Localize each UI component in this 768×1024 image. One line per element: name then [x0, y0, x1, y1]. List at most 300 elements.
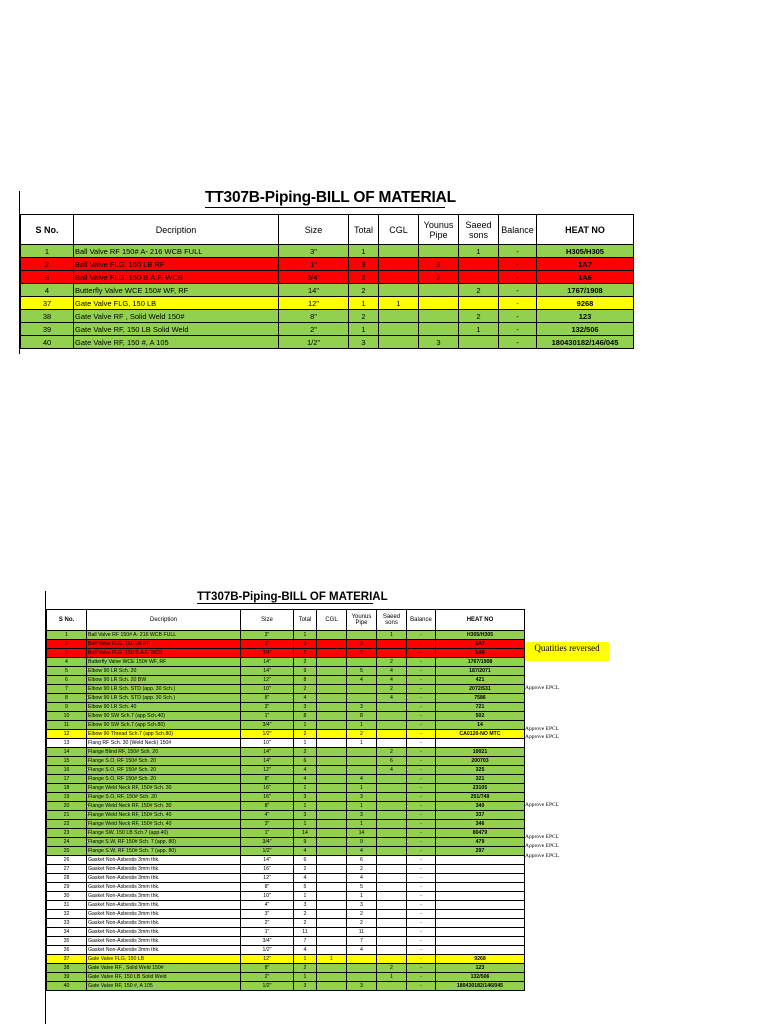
table-cell: 2 [294, 748, 317, 757]
table-cell: - [407, 685, 436, 694]
table-cell: 1" [241, 712, 294, 721]
table-cell: - [499, 258, 537, 271]
table-cell: 37 [47, 955, 87, 964]
table-cell [377, 892, 407, 901]
table-cell: 16" [241, 784, 294, 793]
table-cell: - [407, 901, 436, 910]
table-row [21, 310, 634, 323]
table-row [47, 802, 525, 811]
table-row [47, 874, 525, 883]
table-cell [436, 865, 525, 874]
table-cell: 38 [21, 310, 74, 323]
table-cell: 3 [347, 793, 377, 802]
table-cell [347, 631, 377, 640]
table-cell: 6 [294, 856, 317, 865]
table-row [21, 258, 634, 271]
table-cell [347, 766, 377, 775]
table-cell: 9 [294, 667, 317, 676]
table-row [47, 757, 525, 766]
table-cell: 3 [294, 811, 317, 820]
table-row [47, 955, 525, 964]
table-cell: 7586 [436, 694, 525, 703]
table-cell: 2 [349, 284, 379, 297]
table-cell: 3 [347, 703, 377, 712]
table-cell: 31 [47, 901, 87, 910]
column-header: HEAT NO [537, 215, 634, 245]
table-cell [436, 919, 525, 928]
table-row [47, 685, 525, 694]
table-cell: 3" [279, 245, 349, 258]
table-cell: 1/2" [241, 946, 294, 955]
table-cell: Gasket Non-Asbestis 3mm thk. [87, 874, 241, 883]
table-cell: 1 [347, 784, 377, 793]
table-cell [436, 892, 525, 901]
table-cell: 12" [241, 955, 294, 964]
column-header: Decription [74, 215, 279, 245]
table-cell [317, 892, 347, 901]
table-cell: 123 [436, 964, 525, 973]
table-cell: 1" [241, 928, 294, 937]
table-cell: Flange S.O, RF 150# Sch. 20 [87, 775, 241, 784]
table-cell [377, 838, 407, 847]
approve-note: Approve EPCL [525, 685, 560, 691]
table-row [47, 631, 525, 640]
table-cell [317, 730, 347, 739]
table-cell [317, 748, 347, 757]
table-row [47, 964, 525, 973]
table-cell: 4 [347, 946, 377, 955]
table-cell: 180430182/146/045 [436, 982, 525, 991]
table-cell: 25 [47, 847, 87, 856]
table-row [47, 856, 525, 865]
table-cell [377, 856, 407, 865]
table-row [47, 667, 525, 676]
table-cell: 11 [47, 721, 87, 730]
table-cell: 4" [241, 901, 294, 910]
table-cell [317, 883, 347, 892]
table-cell: - [407, 721, 436, 730]
table-cell: Ball Valve RF 150# A- 216 WCB FULL [74, 245, 279, 258]
column-header: Total [294, 610, 317, 631]
table-cell [347, 757, 377, 766]
table-cell: 2 [294, 910, 317, 919]
table-cell [317, 856, 347, 865]
table-cell: 6 [377, 757, 407, 766]
table-cell: 8" [241, 964, 294, 973]
column-header: Size [241, 610, 294, 631]
table-cell [419, 323, 459, 336]
table-cell: - [407, 883, 436, 892]
table-cell: 17 [47, 775, 87, 784]
table-cell: 40 [47, 982, 87, 991]
table-cell: 39 [47, 973, 87, 982]
table-cell: 2 [47, 640, 87, 649]
table-cell: 8 [47, 694, 87, 703]
table-cell: 3/4" [241, 937, 294, 946]
table-cell: 1" [279, 258, 349, 271]
table-cell: 325 [436, 766, 525, 775]
table-cell: - [407, 649, 436, 658]
table-cell: Elbow 90 LR Sch. STD (app. 30 Sch.) [87, 694, 241, 703]
table-cell: Gasket Non-Asbestis 3mm thk. [87, 856, 241, 865]
table-cell: 502 [436, 712, 525, 721]
table-cell: 24 [47, 838, 87, 847]
table-cell [377, 712, 407, 721]
table-cell: 1 [294, 802, 317, 811]
table-cell: 8" [241, 883, 294, 892]
table-cell [317, 775, 347, 784]
table-cell: 11 [347, 928, 377, 937]
table-cell: 22 [47, 820, 87, 829]
table-cell: Ball Valve FLG. 150 LB RF [87, 640, 241, 649]
table-cell [317, 685, 347, 694]
table-cell: - [407, 811, 436, 820]
table-cell: - [499, 297, 537, 310]
table-cell: Gasket Non-Asbestis 3mm thk. [87, 901, 241, 910]
table-cell [377, 847, 407, 856]
table-cell: Gasket Non-Asbestis 3mm thk. [87, 946, 241, 955]
table-cell: 340 [436, 802, 525, 811]
table-cell: 10" [241, 685, 294, 694]
table-cell: 32 [47, 910, 87, 919]
table-cell: 2 [294, 865, 317, 874]
table-cell: 1 [379, 297, 419, 310]
table-cell [347, 694, 377, 703]
table-cell: 8 [347, 712, 377, 721]
table-row [47, 712, 525, 721]
table-cell [377, 703, 407, 712]
table-cell: Gate Valve RF, 150 #, A 105 [87, 982, 241, 991]
table-cell: 1 [294, 631, 317, 640]
table-cell: 1 [294, 973, 317, 982]
table-cell: - [407, 748, 436, 757]
table-cell: 14" [241, 757, 294, 766]
table-cell [317, 964, 347, 973]
column-header: Younus Pipe [419, 215, 459, 245]
table-cell [377, 928, 407, 937]
table-cell [419, 297, 459, 310]
table-cell: 1 [347, 820, 377, 829]
table-cell: Butterfly Valve WCE 150# WF, RF [74, 284, 279, 297]
table-row [21, 297, 634, 310]
table-cell: 2 [347, 730, 377, 739]
table-cell [317, 928, 347, 937]
table-row [47, 973, 525, 982]
table-cell [317, 676, 347, 685]
table-cell [377, 829, 407, 838]
table-cell: 4 [294, 874, 317, 883]
table-cell [347, 964, 377, 973]
table-cell: 346 [436, 820, 525, 829]
table-cell: 2 [294, 730, 317, 739]
table-cell: 4 [377, 676, 407, 685]
table-cell [347, 685, 377, 694]
table-cell [379, 310, 419, 323]
table-cell: 2" [241, 919, 294, 928]
table-cell: 2 [377, 658, 407, 667]
table-cell: 7 [294, 937, 317, 946]
table-cell [377, 955, 407, 964]
table-cell: Flang RF Sch. 30 (Weld Neck) 150# [87, 739, 241, 748]
table-row [47, 793, 525, 802]
table-cell: 30 [47, 892, 87, 901]
table-cell: 200703 [436, 757, 525, 766]
table-cell: - [407, 820, 436, 829]
table-row [47, 784, 525, 793]
table-cell: 3" [241, 820, 294, 829]
table-cell: 3/4" [241, 838, 294, 847]
table-cell [317, 712, 347, 721]
table-cell [419, 245, 459, 258]
table-cell: 337 [436, 811, 525, 820]
table-cell: 6 [47, 676, 87, 685]
table-cell: 12" [241, 874, 294, 883]
table-cell: Gate Valve RF , Solid Weld 150# [87, 964, 241, 973]
table-row [47, 982, 525, 991]
table-cell [377, 820, 407, 829]
column-header: Decription [87, 610, 241, 631]
table-cell: Gate Valve FLG, 150 LB [87, 955, 241, 964]
table-cell [379, 323, 419, 336]
table-cell: 1 [459, 245, 499, 258]
table-cell [377, 919, 407, 928]
table-cell: 3 [347, 811, 377, 820]
table-cell: 3/4" [241, 721, 294, 730]
table-cell: 12" [279, 297, 349, 310]
table-cell: 1 [347, 892, 377, 901]
column-header: Saeed sons [377, 610, 407, 631]
table-cell: 2 [347, 649, 377, 658]
approve-note: Approve EPCL [525, 843, 560, 849]
table-cell [436, 856, 525, 865]
table-cell [459, 297, 499, 310]
table-cell: - [499, 323, 537, 336]
table-row [47, 739, 525, 748]
table-cell: 1 [47, 631, 87, 640]
table-cell: 7 [347, 937, 377, 946]
table-cell: 3" [241, 703, 294, 712]
table-cell [347, 973, 377, 982]
table-cell: 2 [294, 658, 317, 667]
table-cell [317, 694, 347, 703]
table-cell: 8" [279, 310, 349, 323]
table-cell: 34 [47, 928, 87, 937]
table-cell: 16 [47, 766, 87, 775]
table-cell [377, 883, 407, 892]
table-cell: 2 [377, 964, 407, 973]
table-cell: Elbow 90 LR Sch. 20 BW [87, 676, 241, 685]
page-title: TT307B-Piping-BILL OF MATERIAL [197, 591, 388, 603]
table-cell [379, 336, 419, 349]
table-cell: 26 [47, 856, 87, 865]
table-cell: 1 [294, 739, 317, 748]
table-cell [459, 258, 499, 271]
table-cell: 2 [377, 685, 407, 694]
table-cell: 21 [47, 811, 87, 820]
table-cell: - [407, 640, 436, 649]
table-cell: 14 [436, 721, 525, 730]
table-cell: 4 [377, 694, 407, 703]
approve-note: Approve EPCL [525, 726, 560, 732]
table-cell [436, 910, 525, 919]
table-cell: 2 [294, 919, 317, 928]
table-row [47, 820, 525, 829]
table-cell: 3 [419, 336, 459, 349]
table-cell [379, 271, 419, 284]
table-cell: 4 [347, 676, 377, 685]
table-row [47, 694, 525, 703]
table-cell: H305/H305 [537, 245, 634, 258]
table-cell [317, 937, 347, 946]
table-row [47, 721, 525, 730]
table-cell: 14" [241, 856, 294, 865]
table-cell: 1 [294, 892, 317, 901]
column-header: S No. [47, 610, 87, 631]
table-cell: 7 [47, 685, 87, 694]
table-cell: 19 [47, 793, 87, 802]
table-cell: 251/749 [436, 793, 525, 802]
table-cell [377, 901, 407, 910]
table-cell: 3 [294, 640, 317, 649]
approve-note: Approve EPCL [525, 834, 560, 840]
table-cell: 37 [21, 297, 74, 310]
table-cell: 1 [347, 739, 377, 748]
table-cell: Flange S.W, RF 150# Sch. 7 (app. 80) [87, 838, 241, 847]
page-title: TT307B-Piping-BILL OF MATERIAL [205, 189, 456, 206]
table-cell: 4 [347, 775, 377, 784]
table-row [47, 703, 525, 712]
table-cell: 33 [47, 919, 87, 928]
table-cell [377, 811, 407, 820]
table-row [47, 946, 525, 955]
table-cell [317, 919, 347, 928]
table-cell: Flange S.O, RF 150# Sch. 20 [87, 757, 241, 766]
table-cell: Elbow 90 SW Sch.7 (app Sch.80) [87, 721, 241, 730]
table-cell: 4 [294, 766, 317, 775]
table-cell: 6 [347, 856, 377, 865]
table-cell: 10" [241, 892, 294, 901]
table-cell [347, 748, 377, 757]
table-header-row [47, 610, 525, 631]
table-cell: 80479 [436, 829, 525, 838]
table-cell: - [407, 631, 436, 640]
table-cell [377, 775, 407, 784]
table-cell: 3 [294, 793, 317, 802]
table-cell: Gate Valve RF , Solid Weld 150# [74, 310, 279, 323]
table-cell: - [407, 658, 436, 667]
table-cell: 4 [347, 847, 377, 856]
table-cell: - [407, 667, 436, 676]
table-cell: Gate Valve FLG, 150 LB [74, 297, 279, 310]
table-cell: 15 [47, 757, 87, 766]
column-header: Total [349, 215, 379, 245]
table-cell: Elbow 90 LR Sch. 40 [87, 703, 241, 712]
table-cell: Flange Weld Neck RF, 150# Sch. 30 [87, 784, 241, 793]
table-cell: - [407, 928, 436, 937]
table-cell: 3 [347, 901, 377, 910]
table-cell: 8 [294, 676, 317, 685]
table-cell: 1 [294, 955, 317, 964]
table-cell [317, 721, 347, 730]
table-cell: 479 [436, 838, 525, 847]
table-cell: 1 [349, 323, 379, 336]
table-row [47, 937, 525, 946]
table-cell: - [407, 676, 436, 685]
table-cell [377, 865, 407, 874]
table-cell: 8" [241, 775, 294, 784]
table-cell [436, 883, 525, 892]
table-row [47, 883, 525, 892]
table-cell [377, 640, 407, 649]
table-cell: 23105 [436, 784, 525, 793]
table-cell: - [407, 730, 436, 739]
table-cell: Flange Weld Neck RF, 150# Sch. 40 [87, 811, 241, 820]
table-row [47, 901, 525, 910]
table-cell: 2 [347, 919, 377, 928]
table-cell: 1A6 [537, 271, 634, 284]
table-cell: 14 [294, 829, 317, 838]
table-cell: 1A7 [537, 258, 634, 271]
table-cell: 1/2" [279, 336, 349, 349]
table-cell: - [407, 775, 436, 784]
table-cell: 1A6 [436, 649, 525, 658]
table-cell: - [407, 856, 436, 865]
table-cell: - [407, 694, 436, 703]
table-cell: 9268 [537, 297, 634, 310]
approve-note: Approve EPCL [525, 853, 560, 859]
table-cell: 16" [241, 793, 294, 802]
table-cell [377, 937, 407, 946]
table-cell: - [407, 973, 436, 982]
table-cell: 1767/1908 [436, 658, 525, 667]
table-cell [377, 649, 407, 658]
table-cell: 1767/1908 [537, 284, 634, 297]
table-cell: Gasket Non-Asbestis 3mm thk. [87, 919, 241, 928]
table-cell: 421 [436, 676, 525, 685]
table-cell: 14 [347, 829, 377, 838]
bom-table-top [20, 214, 634, 349]
table-cell: 2 [377, 748, 407, 757]
table-cell: - [407, 865, 436, 874]
table-cell: Flange Weld Neck RF, 150# Sch. 40 [87, 820, 241, 829]
table-cell: 2 [419, 271, 459, 284]
table-cell: - [407, 892, 436, 901]
table-cell [436, 874, 525, 883]
table-cell: 1A7 [436, 640, 525, 649]
column-header: Saeed sons [459, 215, 499, 245]
table-cell [317, 847, 347, 856]
table-cell: Gasket Non-Asbestis 3mm thk. [87, 892, 241, 901]
table-cell: 1/2" [241, 847, 294, 856]
table-cell: 9 [294, 838, 317, 847]
column-header: HEAT NO [436, 610, 525, 631]
table-cell: 9 [347, 838, 377, 847]
table-cell: 36 [47, 946, 87, 955]
table-cell: Elbow 90 Thread Sch.7 (app Sch.80) [87, 730, 241, 739]
table-cell: 2072/531 [436, 685, 525, 694]
table-row [21, 323, 634, 336]
table-cell: - [407, 946, 436, 955]
table-cell: Flange S.O, RF, 150# Sch. 20 [87, 793, 241, 802]
table-cell: 3" [241, 631, 294, 640]
table-cell [377, 793, 407, 802]
table-row [47, 676, 525, 685]
table-cell [317, 838, 347, 847]
table-row [47, 829, 525, 838]
table-cell: 18 [47, 784, 87, 793]
table-cell [317, 874, 347, 883]
table-row [47, 748, 525, 757]
